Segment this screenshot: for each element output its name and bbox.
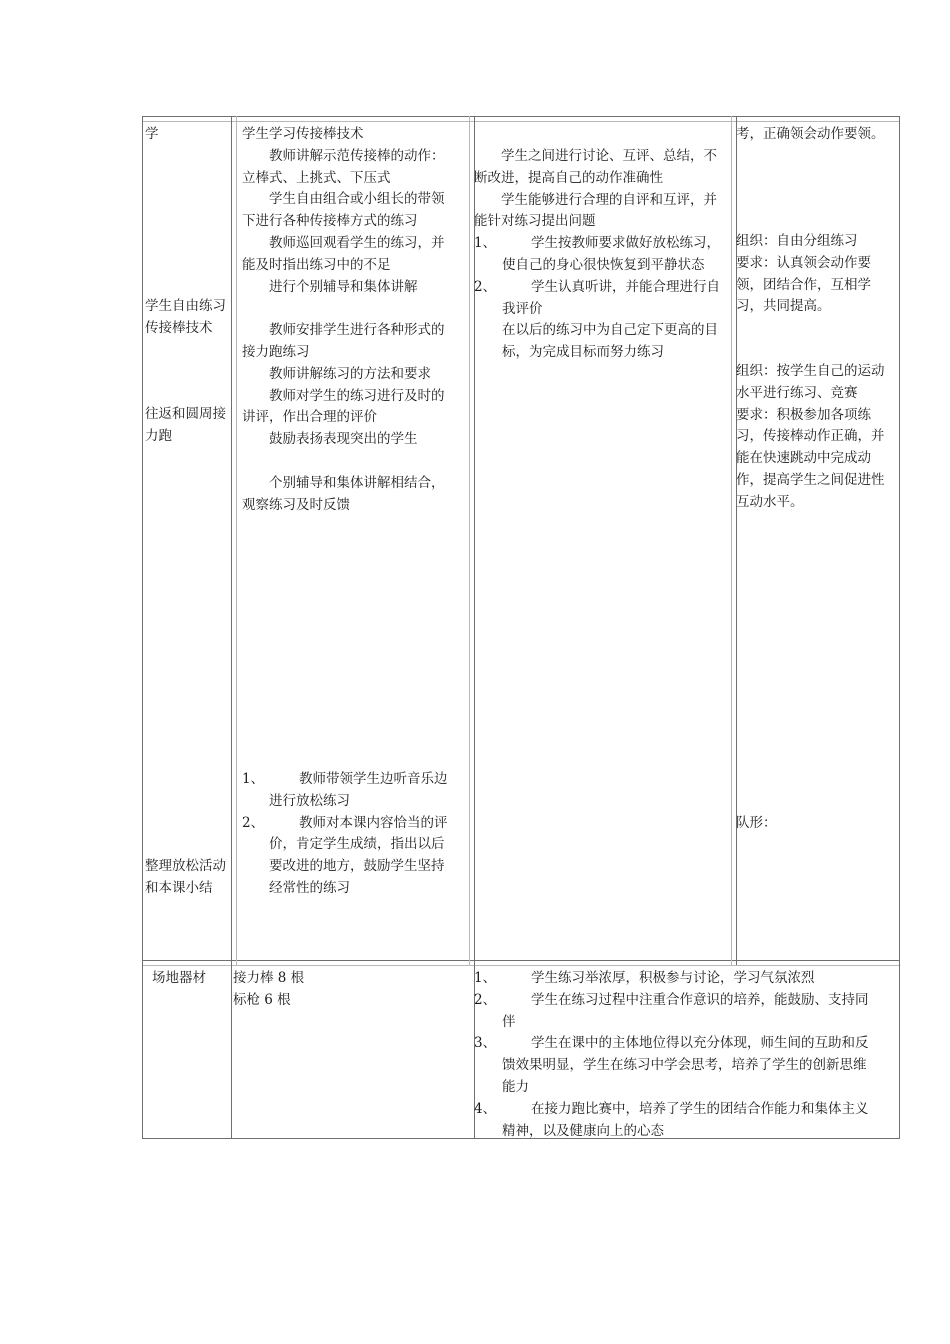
section-label: 往返和圆周接: [145, 406, 226, 422]
col-divider-2-inner: [469, 116, 470, 965]
list-item: 1、 教师带领学生边听音乐边: [242, 771, 448, 787]
row1-col4-organization-1: 组织：自由分组练习 要求：认真领会动作要 领，团结合作，互相学 习，共同提高。: [736, 233, 871, 315]
table-left-border: [142, 116, 143, 1139]
row-divider: [142, 960, 900, 961]
section-label: 学生自由练习: [145, 298, 226, 314]
col-divider-1-inner: [236, 116, 237, 965]
table-right-border: [899, 116, 900, 1139]
section-label: 力跑: [145, 427, 172, 444]
row2-label: 场地器材: [152, 970, 206, 986]
section-label: 整理放松活动: [145, 858, 226, 874]
row1-col4-formation: 队形：: [736, 815, 777, 831]
section-label: 和本课小结: [145, 879, 213, 896]
row1-col1-section3: [145, 856, 226, 900]
row1-col3-student-activity: 学生之间进行讨论、互评、总结，不 断改进，提高自己的动作准确性 学生能够进行合理的自评和互评，并 能针对练习提出问题 1、 学生按教师要求做好放松练习， 使自己的身心很快恢复到平静状态 2、 学生认真听讲，并能合理进行自 我评价 在以后的练习中为自己定下更高的目 标，为完成目标而努力练习: [474, 146, 732, 364]
list-item: 2、 学生在练习过程中注重合作意识的培养，能鼓励、支持同: [474, 991, 869, 1008]
equipment-item: 标枪 6 根: [233, 991, 291, 1008]
col-divider-1: [231, 116, 232, 1139]
row1-col1-section1: [145, 296, 226, 340]
list-item: 2、 学生认真听讲，并能合理进行自: [474, 278, 720, 295]
list-item: 3、 学生在课中的主体地位得以充分体现，师生间的互助和反: [474, 1035, 869, 1052]
list-item: 1、 学生练习举浓厚，积极参与讨论，学习气氛浓烈: [474, 970, 815, 986]
row2-reflection: 1、 学生练习举浓厚，积极参与讨论，学习气氛浓烈 2、 学生在练习过程中注重合作意识的培养，能鼓励、支持同 伴 3、 学生在课中的主体地位得以充分体现，师生间的互助和反 馈效果明显，学生在练习中学会思考，培养了学生的创新思维 能力 4、 在接力跑比赛中，培养了学生的团结合作能力和集体主义 精神，以及健康向上的心态: [474, 968, 898, 1142]
row-divider-inner: [142, 965, 900, 966]
teacher-activity-title: 学生学习传接棒技术: [242, 126, 364, 142]
row1-col2-closing-list: 1、 教师带领学生边听音乐边 进行放松练习 2、 教师对本课内容恰当的评 价，肯定学生成绩，指出以后 要改进的地方，鼓励学生坚持 经常性的练习: [242, 769, 467, 900]
row1-col1-section2: [145, 404, 226, 448]
row1-col4-organization-2: 组织：按学生自己的运动 水平进行练习、竞赛 要求：积极参加各项练 习，传接棒动作正确，并 能在快速跳动中完成动 作，提高学生之间促进性 互动水平。: [736, 363, 885, 510]
list-item: 1、 学生按教师要求做好放松练习，: [474, 235, 720, 252]
section-label: 传接棒技术: [145, 319, 213, 336]
row1-col2-teacher-activity: 学生学习传接棒技术 教师讲解示范传接棒的动作： 立棒式、上挑式、下压式 学生自由组合或小组长的带领 下进行各种传接棒方式的练习 教师巡回观看学生的练习，并 能及时指出练习中的不足 进行个别辅导和集体讲解 教师安排学生进行各种形式的 接力跑练习 教师讲解练习的方法和要求 教师对学生的练习进行及时的 讲评，作出合理的评价 鼓励表扬表现突出的学生 个别辅导和集体讲解相结合， 观察练习及时反馈: [242, 126, 445, 513]
table-top-border: [142, 116, 900, 117]
row1-col1-top: 学: [145, 126, 159, 142]
table-top-inner-border: [142, 121, 900, 122]
row2-equipment: [233, 968, 304, 1012]
row1-col4-top: 考，正确领会动作要领。: [736, 126, 885, 142]
equipment-item: 接力棒 8 根: [233, 970, 305, 986]
list-item: 2、 教师对本课内容恰当的评: [242, 814, 448, 831]
list-item: 4、 在接力跑比赛中，培养了学生的团结合作能力和集体主义: [474, 1100, 869, 1117]
